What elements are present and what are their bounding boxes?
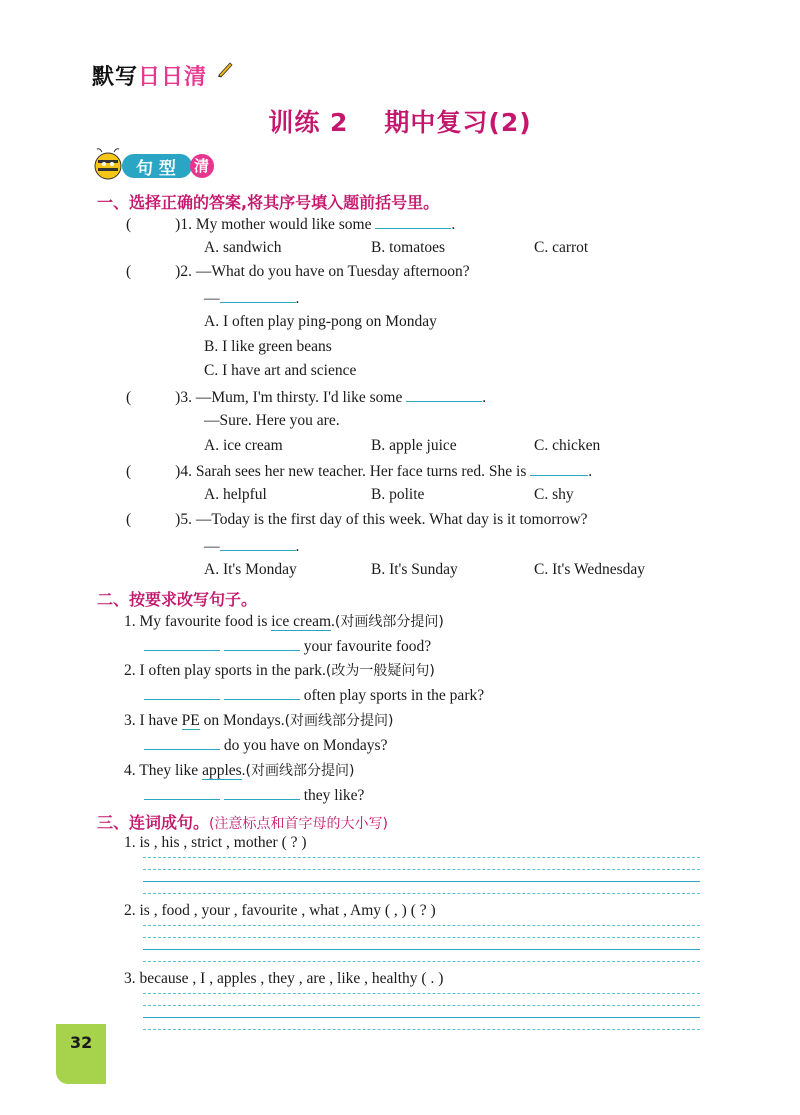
answer-blank[interactable]: [406, 387, 482, 402]
badge-label: 句 型: [136, 159, 176, 179]
section-badge: [90, 148, 230, 180]
q5-option-b: B. It's Sunday: [371, 561, 458, 578]
rewrite-4-answer: they like?: [144, 785, 364, 805]
rewrite-2: 2. I often play sports in the park.(改为一般疑问句): [124, 662, 435, 679]
answer-blank[interactable]: [224, 636, 300, 651]
title-topic: 期中复习(2): [384, 108, 532, 137]
answer-blank[interactable]: [144, 785, 220, 800]
page-number: 32: [70, 1033, 93, 1052]
rewrite-2-answer: often play sports in the park?: [144, 685, 484, 705]
underlined-phrase: PE: [181, 712, 200, 729]
q4-option-c: C. shy: [534, 486, 574, 503]
q2-answer-line: — .: [204, 290, 300, 307]
underlined-phrase: apples: [202, 762, 242, 779]
writing-line-guide: [143, 869, 700, 870]
answer-blank[interactable]: [220, 288, 296, 303]
writing-line-guide: [143, 925, 700, 926]
q4-option-b: B. polite: [371, 486, 425, 503]
q1-option-c: C. carrot: [534, 239, 589, 256]
writing-line-baseline[interactable]: [143, 1017, 700, 1018]
rewrite-4: 4. They like apples.(对画线部分提问): [124, 762, 355, 779]
answer-blank[interactable]: [220, 536, 296, 551]
word-order-2: 2. is , food , your , favourite , what , Amy ( , ) ( ? ): [124, 902, 436, 919]
writing-line-guide: [143, 993, 700, 994]
section-1-heading: 一、选择正确的答案,将其序号填入题前括号里。: [97, 193, 440, 212]
question-5: ( )5. —Today is the first day of this week. What day is it tomorrow?: [126, 511, 588, 528]
writing-line-guide: [143, 961, 700, 962]
series-logo: [92, 60, 252, 94]
pen-icon: [216, 60, 234, 78]
word-order-1: 1. is , his , strict , mother ( ? ): [124, 834, 307, 851]
answer-blank[interactable]: [224, 685, 300, 700]
answer-blank[interactable]: [224, 785, 300, 800]
q5-option-a: A. It's Monday: [204, 561, 297, 578]
q2-option-b: B. I like green beans: [204, 338, 332, 355]
writing-line-baseline[interactable]: [143, 881, 700, 882]
q5-option-c: C. It's Wednesday: [534, 561, 646, 578]
page-number-tab: [56, 1024, 106, 1084]
q3-option-a: A. ice cream: [204, 437, 283, 454]
q1-option-b: B. tomatoes: [371, 239, 446, 256]
question-4: ( )4. Sarah sees her new teacher. Her face turns red. She is .: [126, 463, 593, 480]
q5-answer-line: — .: [204, 538, 300, 555]
question-1: ( )1. My mother would like some .: [126, 216, 456, 233]
question-2: ( )2. —What do you have on Tuesday afternoon?: [126, 263, 470, 280]
question-3: ( )3. —Mum, I'm thirsty. I'd like some .: [126, 389, 487, 406]
answer-blank[interactable]: [375, 214, 451, 229]
writing-line-baseline[interactable]: [143, 949, 700, 950]
answer-blank[interactable]: [144, 636, 220, 651]
writing-line-guide: [143, 893, 700, 894]
q3-reply: —Sure. Here you are.: [204, 412, 340, 429]
q4-option-a: A. helpful: [204, 486, 267, 503]
writing-line-guide: [143, 1005, 700, 1006]
answer-blank[interactable]: [144, 735, 220, 750]
badge-char: 清: [194, 157, 210, 175]
section-2-heading: 二、按要求改写句子。: [97, 590, 258, 609]
rewrite-1: 1. My favourite food is ice cream.(对画线部分提问): [124, 613, 444, 630]
answer-blank[interactable]: [144, 685, 220, 700]
writing-line-guide: [143, 1029, 700, 1030]
q3-option-b: B. apple juice: [371, 437, 457, 454]
q3-option-c: C. chicken: [534, 437, 601, 454]
writing-line-guide: [143, 857, 700, 858]
q2-option-a: A. I often play ping-pong on Monday: [204, 313, 437, 330]
writing-line-guide: [143, 937, 700, 938]
answer-blank[interactable]: [530, 461, 588, 476]
logo-text-main: 默写: [92, 65, 139, 90]
rewrite-1-answer: your favourite food?: [144, 636, 431, 656]
underlined-phrase: ice cream: [271, 613, 332, 630]
q1-option-a: A. sandwich: [204, 239, 282, 256]
q2-option-c: C. I have art and science: [204, 362, 357, 379]
word-order-3: 3. because , I , apples , they , are , like , healthy ( . ): [124, 970, 444, 987]
rewrite-3: 3. I have PE on Mondays.(对画线部分提问): [124, 712, 394, 729]
page-title: [0, 103, 800, 139]
rewrite-3-answer: do you have on Mondays?: [144, 735, 387, 755]
section-3-heading: 三、连词成句。(注意标点和首字母的大小写): [97, 813, 388, 832]
logo-text-accent: 日日清: [138, 65, 208, 90]
title-lesson: 训练 2: [268, 108, 349, 137]
